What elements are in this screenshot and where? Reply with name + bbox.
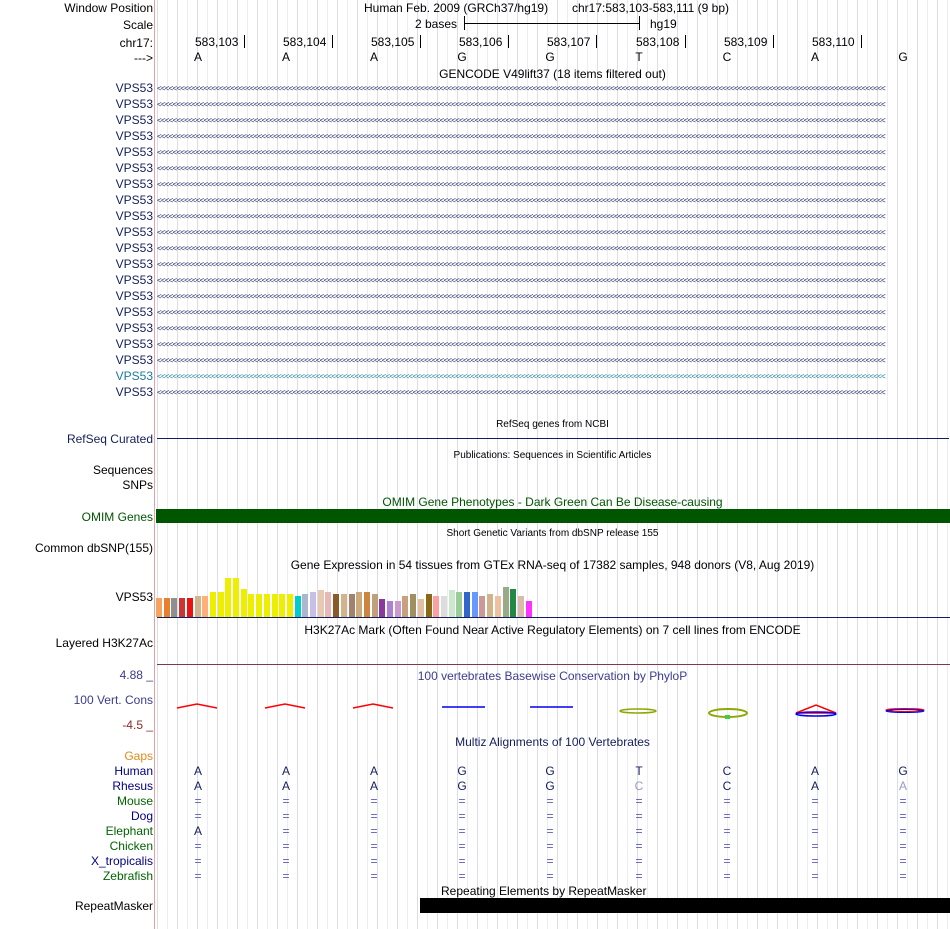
gtex-tissue-bar[interactable] (233, 578, 239, 617)
gencode-item-label[interactable]: VPS53 (115, 81, 153, 95)
gtex-tissue-bar[interactable] (318, 590, 324, 617)
scale-bar (464, 16, 640, 30)
gtex-tissue-bar[interactable] (179, 598, 185, 617)
multiz-base: A (369, 764, 378, 778)
gtex-tissue-bar[interactable] (302, 594, 308, 617)
coordinate-tick-label: 583,108 (636, 35, 680, 49)
gencode-transcript-arrows[interactable]: <<<<<<<<<<<<<<<<<<<<<<<<<<<<<<<<<<<<<<<<<<<<<<<<<<<<<<<<<<<<<<<<<<<<<<<<<<<<<<<<<<<<<<<<<<<<<<<<<<<<<<<<<<<<<<<<<<<<<<<<<<<<<<<<<<<<<<<<<<<<<<<<<<<<<<<<<<<<<<<<<<<<<<<<<<<<<<<<<<<<<<<<<<<< (157, 148, 885, 157)
refseq-track-title[interactable]: RefSeq genes from NCBI (496, 419, 609, 430)
multiz-base: = (723, 839, 731, 853)
publications-track-title[interactable]: Publications: Sequences in Scientific Articles (453, 450, 652, 461)
base-letter: T (635, 50, 643, 64)
phylop-wiggle[interactable] (155, 690, 950, 730)
gtex-tissue-bar[interactable] (449, 590, 455, 617)
coordinate-tick-label: 583,110 (812, 35, 855, 49)
omim-feature-bar[interactable] (156, 509, 950, 523)
multiz-base: = (723, 824, 731, 838)
multiz-base: G (457, 764, 467, 778)
gtex-tissue-bar[interactable] (402, 596, 408, 617)
coordinate-tick-label: 583,107 (547, 35, 591, 49)
gtex-tissue-bar[interactable] (248, 594, 254, 617)
gtex-tissue-bar[interactable] (418, 599, 424, 617)
gencode-transcript-arrows[interactable]: <<<<<<<<<<<<<<<<<<<<<<<<<<<<<<<<<<<<<<<<<<<<<<<<<<<<<<<<<<<<<<<<<<<<<<<<<<<<<<<<<<<<<<<<<<<<<<<<<<<<<<<<<<<<<<<<<<<<<<<<<<<<<<<<<<<<<<<<<<<<<<<<<<<<<<<<<<<<<<<<<<<<<<<<<<<<<<<<<<<<<<<<<<<< (157, 292, 885, 301)
omim-track-title[interactable]: OMIM Gene Phenotypes - Dark Green Can Be Disease-causing (382, 495, 723, 509)
strand-label: ---> (134, 51, 153, 65)
multiz-base: = (546, 854, 554, 868)
multiz-base: = (811, 809, 819, 823)
gencode-transcript-arrows[interactable]: <<<<<<<<<<<<<<<<<<<<<<<<<<<<<<<<<<<<<<<<<<<<<<<<<<<<<<<<<<<<<<<<<<<<<<<<<<<<<<<<<<<<<<<<<<<<<<<<<<<<<<<<<<<<<<<<<<<<<<<<<<<<<<<<<<<<<<<<<<<<<<<<<<<<<<<<<<<<<<<<<<<<<<<<<<<<<<<<<<<<<<<<<<<< (157, 388, 885, 397)
repeatmasker-feature-bar[interactable] (420, 898, 950, 913)
gtex-tissue-bar[interactable] (387, 601, 393, 617)
multiz-base: C (722, 779, 732, 793)
multiz-base: = (370, 824, 378, 838)
multiz-base: = (282, 839, 290, 853)
base-letter: C (722, 50, 732, 64)
gencode-item-label[interactable]: VPS53 (115, 369, 153, 383)
scale-db: hg19 (650, 17, 677, 31)
multiz-species-label[interactable]: Rhesus (112, 779, 153, 793)
multiz-base: = (899, 809, 907, 823)
multiz-base: = (546, 824, 554, 838)
gencode-transcript-arrows[interactable]: <<<<<<<<<<<<<<<<<<<<<<<<<<<<<<<<<<<<<<<<<<<<<<<<<<<<<<<<<<<<<<<<<<<<<<<<<<<<<<<<<<<<<<<<<<<<<<<<<<<<<<<<<<<<<<<<<<<<<<<<<<<<<<<<<<<<<<<<<<<<<<<<<<<<<<<<<<<<<<<<<<<<<<<<<<<<<<<<<<<<<<<<<<<< (157, 84, 885, 93)
gencode-transcript-arrows[interactable]: <<<<<<<<<<<<<<<<<<<<<<<<<<<<<<<<<<<<<<<<<<<<<<<<<<<<<<<<<<<<<<<<<<<<<<<<<<<<<<<<<<<<<<<<<<<<<<<<<<<<<<<<<<<<<<<<<<<<<<<<<<<<<<<<<<<<<<<<<<<<<<<<<<<<<<<<<<<<<<<<<<<<<<<<<<<<<<<<<<<<<<<<<<<< (157, 340, 885, 349)
gencode-transcript-arrows[interactable]: <<<<<<<<<<<<<<<<<<<<<<<<<<<<<<<<<<<<<<<<<<<<<<<<<<<<<<<<<<<<<<<<<<<<<<<<<<<<<<<<<<<<<<<<<<<<<<<<<<<<<<<<<<<<<<<<<<<<<<<<<<<<<<<<<<<<<<<<<<<<<<<<<<<<<<<<<<<<<<<<<<<<<<<<<<<<<<<<<<<<<<<<<<<< (157, 324, 885, 333)
gtex-tissue-bar[interactable] (310, 592, 316, 617)
coordinate-tick (773, 35, 774, 48)
gtex-track-title[interactable]: Gene Expression in 54 tissues from GTEx RNA-seq of 17382 samples, 948 donors (V8, Aug 2019) (290, 558, 815, 572)
gtex-tissue-bar[interactable] (487, 594, 493, 617)
gencode-transcript-arrows[interactable]: <<<<<<<<<<<<<<<<<<<<<<<<<<<<<<<<<<<<<<<<<<<<<<<<<<<<<<<<<<<<<<<<<<<<<<<<<<<<<<<<<<<<<<<<<<<<<<<<<<<<<<<<<<<<<<<<<<<<<<<<<<<<<<<<<<<<<<<<<<<<<<<<<<<<<<<<<<<<<<<<<<<<<<<<<<<<<<<<<<<<<<<<<<<< (157, 132, 885, 141)
gencode-item-label[interactable]: VPS53 (115, 97, 153, 111)
multiz-base: = (635, 839, 643, 853)
phylop-track-label[interactable]: 100 Vert. Cons (73, 693, 153, 707)
multiz-base: = (635, 809, 643, 823)
multiz-base: = (282, 809, 290, 823)
gencode-item-label[interactable]: VPS53 (115, 241, 153, 255)
publications-label-sequences[interactable]: Sequences (92, 463, 153, 477)
coordinate-tick-label: 583,109 (724, 35, 768, 49)
gencode-item-label[interactable]: VPS53 (115, 385, 153, 399)
gtex-tissue-bar[interactable] (164, 598, 170, 617)
multiz-base: = (458, 809, 466, 823)
gtex-tissue-bar[interactable] (495, 596, 501, 617)
gencode-item-label[interactable]: VPS53 (115, 337, 153, 351)
gencode-item-label[interactable]: VPS53 (115, 129, 153, 143)
multiz-base: = (899, 869, 907, 883)
phylop-track-title[interactable]: 100 vertebrates Basewise Conservation by PhyloP (417, 669, 688, 683)
publications-label-snps[interactable]: SNPs (122, 478, 153, 492)
gtex-tissue-bar[interactable] (287, 594, 293, 617)
multiz-base: G (545, 764, 555, 778)
gtex-tissue-bar[interactable] (225, 578, 231, 617)
gencode-item-label[interactable]: VPS53 (115, 193, 153, 207)
gencode-transcript-arrows[interactable]: <<<<<<<<<<<<<<<<<<<<<<<<<<<<<<<<<<<<<<<<<<<<<<<<<<<<<<<<<<<<<<<<<<<<<<<<<<<<<<<<<<<<<<<<<<<<<<<<<<<<<<<<<<<<<<<<<<<<<<<<<<<<<<<<<<<<<<<<<<<<<<<<<<<<<<<<<<<<<<<<<<<<<<<<<<<<<<<<<<<<<<<<<<<< (157, 228, 885, 237)
coordinate-tick-label: 583,106 (459, 35, 503, 49)
multiz-base: = (546, 809, 554, 823)
window-position-label: Window Position (64, 1, 153, 15)
gtex-tissue-bar[interactable] (218, 592, 224, 617)
dbsnp-track-title[interactable]: Short Genetic Variants from dbSNP release 155 (446, 528, 659, 539)
gencode-transcript-arrows[interactable]: <<<<<<<<<<<<<<<<<<<<<<<<<<<<<<<<<<<<<<<<<<<<<<<<<<<<<<<<<<<<<<<<<<<<<<<<<<<<<<<<<<<<<<<<<<<<<<<<<<<<<<<<<<<<<<<<<<<<<<<<<<<<<<<<<<<<<<<<<<<<<<<<<<<<<<<<<<<<<<<<<<<<<<<<<<<<<<<<<<<<<<<<<<<< (157, 308, 885, 317)
multiz-base: = (723, 794, 731, 808)
multiz-base: C (722, 764, 732, 778)
gtex-tissue-bar[interactable] (325, 592, 331, 617)
multiz-base: = (811, 854, 819, 868)
multiz-species-label[interactable]: Zebrafish (102, 869, 153, 883)
gtex-tissue-bar[interactable] (410, 594, 416, 617)
multiz-species-label[interactable]: X_tropicalis (90, 854, 153, 868)
label-divider (154, 0, 155, 929)
multiz-base: = (194, 839, 202, 853)
multiz-base: A (810, 764, 819, 778)
multiz-base: = (811, 794, 819, 808)
gtex-tissue-bar[interactable] (526, 601, 532, 617)
multiz-base: = (370, 854, 378, 868)
gencode-item-label[interactable]: VPS53 (115, 289, 153, 303)
base-letter: A (281, 50, 290, 64)
gencode-item-label[interactable]: VPS53 (115, 177, 153, 191)
multiz-base: = (723, 809, 731, 823)
gtex-tissue-bar[interactable] (349, 594, 355, 617)
multiz-base: = (635, 869, 643, 883)
multiz-base: G (545, 779, 555, 793)
refseq-track-label[interactable]: RefSeq Curated (66, 432, 153, 446)
gencode-transcript-arrows[interactable]: <<<<<<<<<<<<<<<<<<<<<<<<<<<<<<<<<<<<<<<<<<<<<<<<<<<<<<<<<<<<<<<<<<<<<<<<<<<<<<<<<<<<<<<<<<<<<<<<<<<<<<<<<<<<<<<<<<<<<<<<<<<<<<<<<<<<<<<<<<<<<<<<<<<<<<<<<<<<<<<<<<<<<<<<<<<<<<<<<<<<<<<<<<<< (157, 276, 885, 285)
gtex-track-label[interactable]: VPS53 (115, 590, 153, 604)
gtex-tissue-bar[interactable] (210, 592, 216, 617)
gencode-transcript-arrows[interactable]: <<<<<<<<<<<<<<<<<<<<<<<<<<<<<<<<<<<<<<<<<<<<<<<<<<<<<<<<<<<<<<<<<<<<<<<<<<<<<<<<<<<<<<<<<<<<<<<<<<<<<<<<<<<<<<<<<<<<<<<<<<<<<<<<<<<<<<<<<<<<<<<<<<<<<<<<<<<<<<<<<<<<<<<<<<<<<<<<<<<<<<<<<<<< (157, 372, 885, 381)
gtex-tissue-bar[interactable] (156, 598, 162, 617)
gencode-transcript-arrows[interactable]: <<<<<<<<<<<<<<<<<<<<<<<<<<<<<<<<<<<<<<<<<<<<<<<<<<<<<<<<<<<<<<<<<<<<<<<<<<<<<<<<<<<<<<<<<<<<<<<<<<<<<<<<<<<<<<<<<<<<<<<<<<<<<<<<<<<<<<<<<<<<<<<<<<<<<<<<<<<<<<<<<<<<<<<<<<<<<<<<<<<<<<<<<<<< (157, 260, 885, 269)
multiz-base: = (635, 824, 643, 838)
gtex-tissue-bar[interactable] (441, 596, 447, 617)
multiz-base: = (899, 794, 907, 808)
coordinate-tick-label: 583,103 (195, 35, 239, 49)
scale-label: Scale (122, 18, 153, 32)
base-letter: A (810, 50, 819, 64)
gtex-tissue-bar[interactable] (279, 594, 285, 617)
multiz-base: = (370, 869, 378, 883)
multiz-base: A (281, 764, 290, 778)
multiz-base: = (282, 824, 290, 838)
coordinate-tick (685, 35, 686, 48)
gtex-tissue-bar[interactable] (295, 596, 301, 617)
h3k27ac-baseline (157, 664, 950, 665)
gencode-transcript-arrows[interactable]: <<<<<<<<<<<<<<<<<<<<<<<<<<<<<<<<<<<<<<<<<<<<<<<<<<<<<<<<<<<<<<<<<<<<<<<<<<<<<<<<<<<<<<<<<<<<<<<<<<<<<<<<<<<<<<<<<<<<<<<<<<<<<<<<<<<<<<<<<<<<<<<<<<<<<<<<<<<<<<<<<<<<<<<<<<<<<<<<<<<<<<<<<<<< (157, 100, 885, 109)
multiz-base: = (458, 869, 466, 883)
gencode-item-label[interactable]: VPS53 (115, 305, 153, 319)
gencode-item-label[interactable]: VPS53 (115, 161, 153, 175)
gencode-item-label[interactable]: VPS53 (115, 225, 153, 239)
coordinate-tick (596, 35, 597, 48)
gencode-item-label[interactable]: VPS53 (115, 209, 153, 223)
gencode-item-label[interactable]: VPS53 (115, 321, 153, 335)
gtex-tissue-bar[interactable] (518, 596, 524, 617)
multiz-base: = (811, 869, 819, 883)
multiz-base: T (635, 764, 643, 778)
multiz-base: A (281, 779, 290, 793)
multiz-base: G (898, 764, 908, 778)
base-letter: G (457, 50, 467, 64)
multiz-base: = (370, 839, 378, 853)
base-letter: G (898, 50, 908, 64)
refseq-line[interactable] (157, 438, 949, 439)
gencode-item-label[interactable]: VPS53 (115, 273, 153, 287)
multiz-base: = (899, 839, 907, 853)
base-letter: G (545, 50, 555, 64)
gtex-baseline (157, 617, 950, 618)
gencode-transcript-arrows[interactable]: <<<<<<<<<<<<<<<<<<<<<<<<<<<<<<<<<<<<<<<<<<<<<<<<<<<<<<<<<<<<<<<<<<<<<<<<<<<<<<<<<<<<<<<<<<<<<<<<<<<<<<<<<<<<<<<<<<<<<<<<<<<<<<<<<<<<<<<<<<<<<<<<<<<<<<<<<<<<<<<<<<<<<<<<<<<<<<<<<<<<<<<<<<<< (157, 356, 885, 365)
multiz-base: = (458, 854, 466, 868)
gencode-transcript-arrows[interactable]: <<<<<<<<<<<<<<<<<<<<<<<<<<<<<<<<<<<<<<<<<<<<<<<<<<<<<<<<<<<<<<<<<<<<<<<<<<<<<<<<<<<<<<<<<<<<<<<<<<<<<<<<<<<<<<<<<<<<<<<<<<<<<<<<<<<<<<<<<<<<<<<<<<<<<<<<<<<<<<<<<<<<<<<<<<<<<<<<<<<<<<<<<<<< (157, 164, 885, 173)
h3k27ac-track-label[interactable]: Layered H3K27Ac (55, 636, 153, 650)
multiz-base: = (723, 854, 731, 868)
multiz-base: A (193, 824, 202, 838)
phylop-max-label: 4.88 _ (119, 668, 153, 682)
multiz-base: = (546, 869, 554, 883)
gtex-tissue-bar[interactable] (272, 594, 278, 617)
coordinate-tick (332, 35, 333, 48)
multiz-base: = (635, 794, 643, 808)
assembly-title: Human Feb. 2009 (GRCh37/hg19) (364, 1, 549, 15)
multiz-track-title[interactable]: Multiz Alignments of 100 Vertebrates (455, 735, 650, 749)
coordinate-tick (420, 35, 421, 48)
chrom-label: chr17: (119, 36, 153, 50)
scale-value: 2 bases (415, 17, 458, 31)
base-letter: A (193, 50, 202, 64)
omim-track-label[interactable]: OMIM Genes (81, 510, 153, 524)
multiz-base: = (282, 794, 290, 808)
gtex-tissue-bar[interactable] (433, 596, 439, 617)
gtex-tissue-bar[interactable] (264, 594, 270, 617)
gencode-transcript-arrows[interactable]: <<<<<<<<<<<<<<<<<<<<<<<<<<<<<<<<<<<<<<<<<<<<<<<<<<<<<<<<<<<<<<<<<<<<<<<<<<<<<<<<<<<<<<<<<<<<<<<<<<<<<<<<<<<<<<<<<<<<<<<<<<<<<<<<<<<<<<<<<<<<<<<<<<<<<<<<<<<<<<<<<<<<<<<<<<<<<<<<<<<<<<<<<<<< (157, 180, 885, 189)
repeatmasker-track-title[interactable]: Repeating Elements by RepeatMasker (441, 884, 647, 898)
coordinate-tick (861, 35, 862, 48)
gtex-tissue-bar[interactable] (395, 601, 401, 617)
gtex-tissue-bar[interactable] (479, 596, 485, 617)
repeatmasker-track-label[interactable]: RepeatMasker (74, 899, 153, 913)
gtex-tissue-bar[interactable] (379, 599, 385, 617)
gencode-transcript-arrows[interactable]: <<<<<<<<<<<<<<<<<<<<<<<<<<<<<<<<<<<<<<<<<<<<<<<<<<<<<<<<<<<<<<<<<<<<<<<<<<<<<<<<<<<<<<<<<<<<<<<<<<<<<<<<<<<<<<<<<<<<<<<<<<<<<<<<<<<<<<<<<<<<<<<<<<<<<<<<<<<<<<<<<<<<<<<<<<<<<<<<<<<<<<<<<<<< (157, 196, 885, 205)
gtex-tissue-bar[interactable] (202, 596, 208, 617)
phylop-min-label: -4.5 _ (122, 718, 153, 732)
base-letter: A (369, 50, 378, 64)
gtex-tissue-bar[interactable] (364, 592, 370, 617)
multiz-base: = (370, 794, 378, 808)
coordinate-tick (508, 35, 509, 48)
multiz-base: = (458, 839, 466, 853)
gtex-tissue-bar[interactable] (464, 592, 470, 617)
coordinate-tick-label: 583,104 (283, 35, 327, 49)
multiz-base: = (194, 809, 202, 823)
gencode-item-label[interactable]: VPS53 (115, 145, 153, 159)
gencode-transcript-arrows[interactable]: <<<<<<<<<<<<<<<<<<<<<<<<<<<<<<<<<<<<<<<<<<<<<<<<<<<<<<<<<<<<<<<<<<<<<<<<<<<<<<<<<<<<<<<<<<<<<<<<<<<<<<<<<<<<<<<<<<<<<<<<<<<<<<<<<<<<<<<<<<<<<<<<<<<<<<<<<<<<<<<<<<<<<<<<<<<<<<<<<<<<<<<<<<<< (157, 212, 885, 221)
multiz-base: = (899, 854, 907, 868)
multiz-base: G (457, 779, 467, 793)
gtex-tissue-bar[interactable] (171, 598, 177, 617)
h3k27ac-track-title[interactable]: H3K27Ac Mark (Often Found Near Active Regulatory Elements) on 7 cell lines from ENCODE (304, 623, 801, 637)
multiz-base: A (193, 779, 202, 793)
multiz-species-label[interactable]: Human (114, 764, 153, 778)
gtex-tissue-bar[interactable] (333, 594, 339, 617)
multiz-base: A (369, 779, 378, 793)
multiz-base: = (546, 794, 554, 808)
multiz-species-label[interactable]: Chicken (109, 839, 153, 853)
gtex-tissue-bar[interactable] (372, 594, 378, 617)
gencode-track-title[interactable]: GENCODE V49lift37 (18 items filtered out) (439, 67, 666, 81)
multiz-base: = (811, 824, 819, 838)
multiz-base: A (898, 779, 907, 793)
multiz-base: = (723, 869, 731, 883)
multiz-base: = (282, 869, 290, 883)
gtex-tissue-bar[interactable] (187, 598, 193, 617)
multiz-base: = (370, 809, 378, 823)
multiz-base: C (634, 779, 644, 793)
multiz-base: = (282, 854, 290, 868)
multiz-base: = (546, 839, 554, 853)
multiz-base: = (194, 854, 202, 868)
multiz-base: = (458, 794, 466, 808)
gtex-tissue-bar[interactable] (241, 589, 247, 617)
dbsnp-track-label[interactable]: Common dbSNP(155) (34, 541, 153, 555)
multiz-base: = (899, 824, 907, 838)
multiz-base: A (193, 764, 202, 778)
gtex-tissue-bar[interactable] (256, 594, 262, 617)
coordinate-tick (244, 35, 245, 48)
gtex-tissue-bar[interactable] (341, 594, 347, 617)
multiz-species-label[interactable]: Dog (130, 809, 153, 823)
gtex-tissue-bar[interactable] (510, 589, 516, 617)
multiz-base: = (458, 824, 466, 838)
gtex-tissue-bar[interactable] (426, 594, 432, 617)
gencode-item-label[interactable]: VPS53 (115, 113, 153, 127)
gtex-tissue-bar[interactable] (472, 592, 478, 617)
coordinate-tick-label: 583,105 (371, 35, 415, 49)
gtex-tissue-bar[interactable] (456, 592, 462, 617)
multiz-base: = (635, 854, 643, 868)
gtex-tissue-bar[interactable] (503, 587, 509, 617)
position-readout: chr17:583,103-583,111 (9 bp) (572, 1, 730, 15)
gtex-tissue-bar[interactable] (356, 592, 362, 617)
gencode-transcript-arrows[interactable]: <<<<<<<<<<<<<<<<<<<<<<<<<<<<<<<<<<<<<<<<<<<<<<<<<<<<<<<<<<<<<<<<<<<<<<<<<<<<<<<<<<<<<<<<<<<<<<<<<<<<<<<<<<<<<<<<<<<<<<<<<<<<<<<<<<<<<<<<<<<<<<<<<<<<<<<<<<<<<<<<<<<<<<<<<<<<<<<<<<<<<<<<<<<< (157, 116, 885, 125)
gencode-transcript-arrows[interactable]: <<<<<<<<<<<<<<<<<<<<<<<<<<<<<<<<<<<<<<<<<<<<<<<<<<<<<<<<<<<<<<<<<<<<<<<<<<<<<<<<<<<<<<<<<<<<<<<<<<<<<<<<<<<<<<<<<<<<<<<<<<<<<<<<<<<<<<<<<<<<<<<<<<<<<<<<<<<<<<<<<<<<<<<<<<<<<<<<<<<<<<<<<<<< (157, 244, 885, 253)
multiz-gaps-label[interactable]: Gaps (124, 749, 153, 763)
multiz-base: = (811, 839, 819, 853)
gencode-item-label[interactable]: VPS53 (115, 353, 153, 367)
gtex-tissue-bar[interactable] (195, 596, 201, 617)
multiz-base: = (194, 869, 202, 883)
multiz-base: A (810, 779, 819, 793)
multiz-species-label[interactable]: Elephant (105, 824, 153, 838)
multiz-base: = (194, 794, 202, 808)
gencode-item-label[interactable]: VPS53 (115, 257, 153, 271)
multiz-species-label[interactable]: Mouse (116, 794, 153, 808)
